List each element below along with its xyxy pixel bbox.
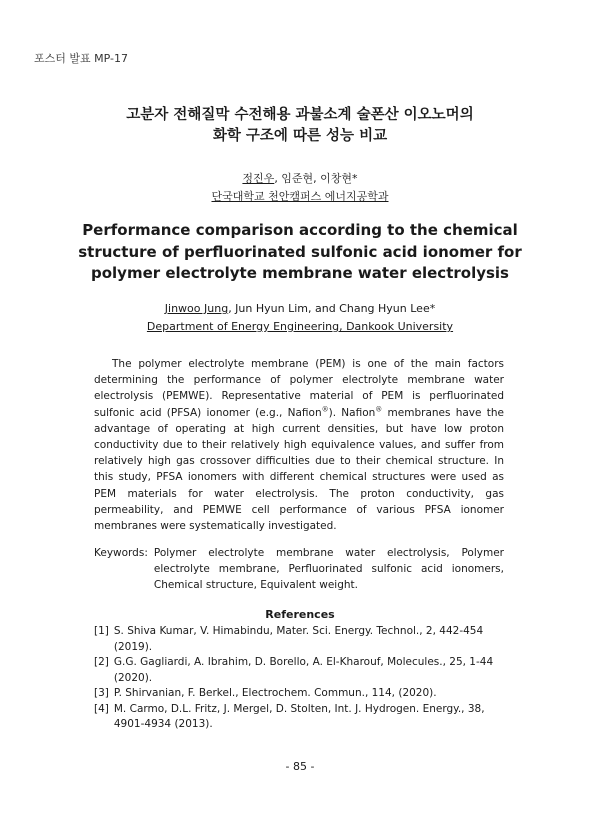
reference-text: P. Shirvanian, F. Berkel., Electrochem. Commun., 114, (2020).	[113, 687, 437, 699]
korean-authors-block	[0, 170, 600, 206]
korean-title-line2: 화학 구조에 따른 성능 비교	[212, 128, 388, 144]
english-title	[0, 220, 600, 285]
english-presenting-author: Jinwoo Jung	[164, 302, 229, 315]
english-title-line2: structure of perfluorinated sulfonic acid ionomer for	[78, 242, 522, 261]
reference-text: S. Shiva Kumar, V. Himabindu, Mater. Sci. Energy. Technol., 2, 442-454 (2019).	[113, 625, 484, 653]
abstract-paragraph	[94, 356, 504, 534]
korean-title-line1: 고분자 전해질막 수전해용 과불소계 술폰산 이오노머의	[126, 107, 474, 123]
korean-presenting-author: 정진우	[242, 172, 275, 185]
abstract-text-3: membranes have the advantage of operating at high current densities, but have low proton conductivity due to their relatively high equivalence values, and suffer from relatively high gas crossover difficulties due to their chemical structure. In this study, PFSA ionomers with different chemical structures were used as PEM materials for water electrolysis. The proton conductivity, gas permeability, and PEMWE cell performance of various PFSA ionomer membranes were systematically investigated.	[94, 406, 504, 533]
registered-mark-2: ®	[375, 405, 383, 414]
korean-coauthors: , 임준현, 이창현*	[274, 172, 358, 185]
english-authors	[0, 300, 600, 318]
english-title-line1: Performance comparison according to the chemical	[82, 221, 518, 239]
reference-number: [3]	[94, 687, 109, 699]
english-title-line3: polymer electrolyte membrane water electrolysis	[90, 264, 509, 282]
reference-item	[94, 655, 504, 686]
session-label: 포스터 발표 MP-17	[34, 52, 128, 65]
reference-text: G.G. Gagliardi, A. Ibrahim, D. Borello, A. El-Kharouf, Molecules., 25, 1-44 (2020).	[113, 656, 494, 684]
reference-number: [1]	[94, 625, 109, 637]
reference-item	[94, 624, 504, 655]
keywords-text: Polymer electrolyte membrane water electrolysis, Polymer electrolyte membrane, Perfluorinated sulfonic acid ionomers, Chemical structure, Equivalent weight.	[153, 547, 504, 592]
reference-number: [2]	[94, 656, 109, 668]
references-heading: References	[265, 608, 335, 621]
english-authors-block	[0, 300, 600, 336]
korean-affiliation: 단국대학교 천안캠퍼스 에너지공학과	[211, 190, 389, 203]
reference-text: M. Carmo, D.L. Fritz, J. Mergel, D. Stolten, Int. J. Hydrogen. Energy., 38, 4901-4934 (2013).	[113, 702, 485, 730]
korean-title	[0, 105, 600, 147]
registered-mark-1: ®	[321, 405, 329, 414]
page-number: - 85 -	[285, 760, 315, 773]
english-affiliation: Department of Energy Engineering, Dankook University	[146, 320, 454, 333]
korean-authors	[0, 170, 600, 188]
english-coauthors: , Jun Hyun Lim, and Chang Hyun Lee*	[228, 302, 436, 315]
reference-item	[94, 702, 504, 733]
abstract-text-2: ). Nafion	[328, 406, 376, 419]
abstract-text-1: The polymer electrolyte membrane (PEM) is one of the main factors determining the performance of polymer electrolyte membrane water electrolysis (PEMWE). Representative material of PEM is perfluorinated sulfonic acid (PFSA) ionomer (e.g., Nafion	[94, 358, 504, 419]
references-list	[94, 624, 504, 733]
keywords-label: Keywords:	[94, 547, 148, 559]
reference-item	[94, 686, 504, 702]
abstract	[94, 356, 504, 534]
keywords	[94, 545, 504, 594]
reference-number: [4]	[94, 702, 109, 715]
